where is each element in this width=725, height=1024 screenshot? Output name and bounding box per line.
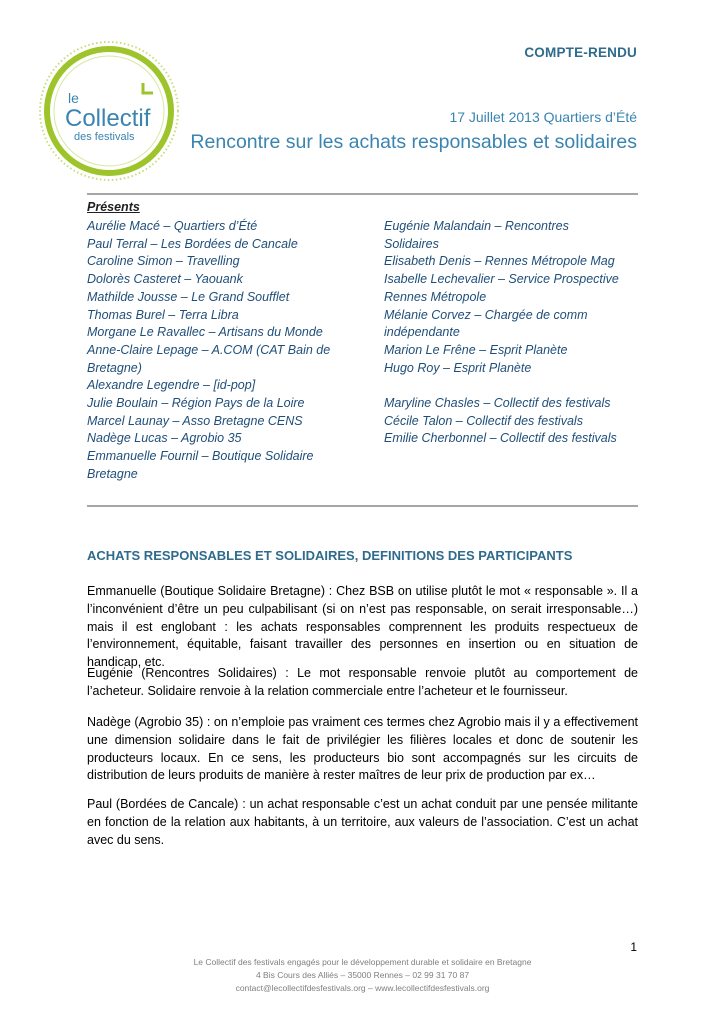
page-title: Rencontre sur les achats responsables et solidaires: [190, 131, 637, 153]
footer-line: Le Collectif des festivals engagés pour le développement durable et solidaire en Bretagne: [193, 957, 532, 967]
attendee-line: Bretagne): [87, 360, 142, 375]
attendees-column-right: [384, 218, 644, 448]
attendee-line: Solidaires: [384, 236, 439, 251]
attendee-line: Morgane Le Ravallec – Artisans du Monde: [87, 325, 323, 340]
top-divider: [87, 193, 638, 195]
attendee-line: Rennes Métropole: [384, 289, 487, 304]
attendee-line: Marcel Launay – Asso Bretagne CENS: [87, 413, 303, 428]
attendees-column-left: [87, 218, 357, 484]
collectif-logo: [38, 40, 180, 182]
attendee-line: Anne-Claire Lepage – A.COM (CAT Bain de: [87, 342, 331, 357]
page-number: 1: [630, 940, 637, 954]
paragraph: Emmanuelle (Boutique Solidaire Bretagne) : Chez BSB on utilise plutôt le mot « responsable ». Il a l’inconvénient d’être un peu culpabilisant (si on n’est pas responsable, on serait irresponsable…) mais il est englobant : les achats responsables comprennent les produits respectueux de l’environnement, équitable, faisant travailler des personnes en insertion ou en situation de handicap, etc.: [87, 584, 638, 670]
meeting-date: 17 Juillet 2013 Quartiers d’Été: [449, 109, 637, 125]
attendee-line: Mélanie Corvez – Chargée de comm: [384, 307, 588, 322]
presents-heading: Présents: [87, 200, 140, 214]
attendee-line: Aurélie Macé – Quartiers d’Été: [87, 219, 258, 233]
paragraph: Paul (Bordées de Cancale) : un achat responsable c’est un achat conduit par une pensée militante en fonction de la relation aux habitants, à un territoire, aux valeurs de l’association. C’est un achat avec du sens.: [87, 797, 638, 847]
svg-text:Collectif: Collectif: [65, 105, 151, 132]
attendee-line: Emilie Cherbonnel – Collectif des festivals: [384, 431, 617, 446]
attendee-line: Maryline Chasles – Collectif des festivals: [384, 396, 611, 411]
attendee-line: Cécile Talon – Collectif des festivals: [384, 413, 583, 428]
attendee-line: Nadège Lucas – Agrobio 35: [87, 431, 242, 446]
attendee-line: Bretagne: [87, 466, 138, 481]
attendee-line: Eugénie Malandain – Rencontres: [384, 219, 569, 233]
document-type: COMPTE-RENDU: [524, 45, 637, 60]
attendee-line: Julie Boulain – Région Pays de la Loire: [87, 396, 305, 411]
section-heading: ACHATS RESPONSABLES ET SOLIDAIRES, DEFINITIONS DES PARTICIPANTS: [87, 548, 573, 563]
footer-line: 4 Bis Cours des Alliés – 35000 Rennes – 02 99 31 70 87: [255, 970, 470, 980]
paragraph: Eugénie (Rencontres Solidaires) : Le mot responsable renvoie plutôt au comportement de l’acheteur. Solidaire renvoie à la relation commerciale entre l’acheteur et le fournisseur.: [87, 666, 638, 698]
attendee-line: Paul Terral – Les Bordées de Cancale: [87, 236, 298, 251]
attendee-line: Elisabeth Denis – Rennes Métropole Mag: [384, 254, 615, 269]
attendee-line: Thomas Burel – Terra Libra: [87, 307, 239, 322]
attendee-line: Emmanuelle Fournil – Boutique Solidaire: [87, 449, 314, 464]
svg-text:des festivals: des festivals: [74, 131, 135, 143]
attendee-line: Dolorès Casteret – Yaouank: [87, 272, 243, 287]
footer-line: contact@lecollectifdesfestivals.org – www.lecollectifdesfestivals.org: [235, 983, 490, 993]
paragraph: Nadège (Agrobio 35) : on n’emploie pas vraiment ces termes chez Agrobio mais il y a effectivement une dimension solidaire dans le fait de privilégier les filières locales et donc de soutenir les producteurs locaux. En ce sens, les producteurs bio sont accompagnés sur les circuits de distribution de leurs produits de manière à rester maîtres de leur prix de production par ex…: [87, 715, 638, 783]
mid-divider: [87, 505, 638, 507]
attendee-line: Mathilde Jousse – Le Grand Soufflet: [87, 289, 290, 304]
svg-text:le: le: [68, 90, 79, 106]
spacer: [384, 377, 644, 395]
attendee-line: Hugo Roy – Esprit Planète: [384, 360, 532, 375]
attendee-line: Alexandre Legendre – [id-pop]: [87, 378, 256, 393]
attendee-line: Isabelle Lechevalier – Service Prospective: [384, 272, 619, 287]
attendee-line: Caroline Simon – Travelling: [87, 254, 240, 269]
attendee-line: indépendante: [384, 325, 460, 340]
footer: [0, 956, 725, 995]
attendee-line: Marion Le Frêne – Esprit Planète: [384, 342, 568, 357]
